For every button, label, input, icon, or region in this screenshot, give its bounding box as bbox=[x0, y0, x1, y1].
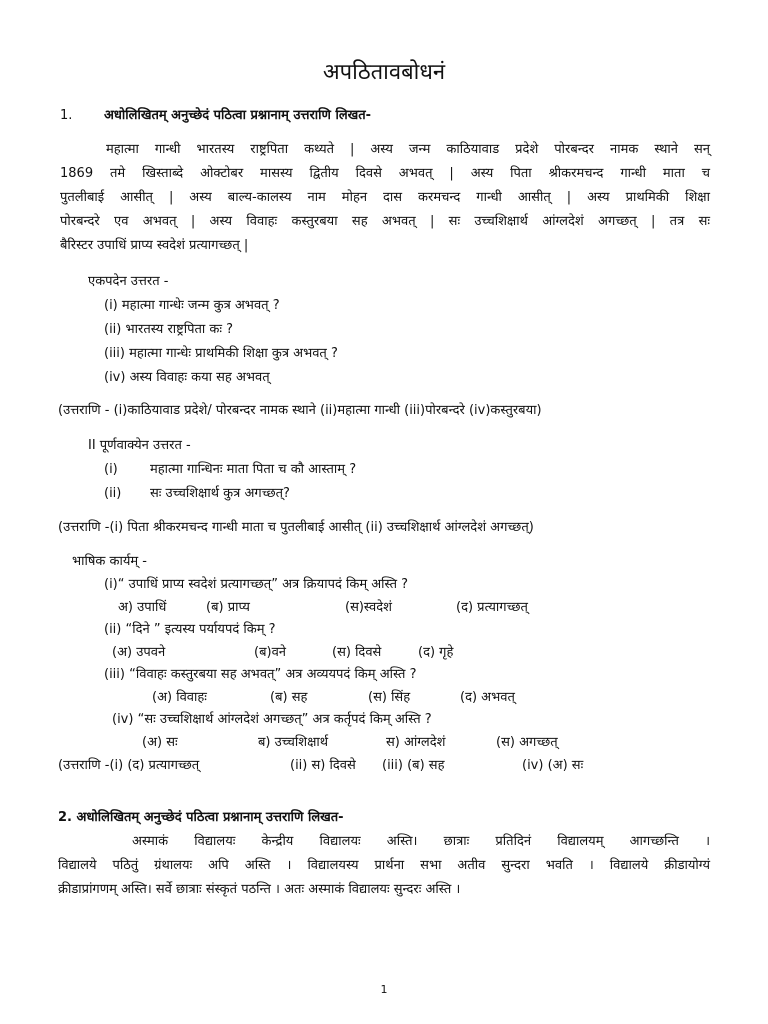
q2-heading: 2. अधोलिखितम् अनुच्छेदं पठित्वा प्रश्नानाम् उत्तराणि लिखत- bbox=[58, 810, 344, 825]
purnavakya-question-num: (i) bbox=[104, 462, 118, 477]
option: (ब) प्राप्य bbox=[206, 600, 250, 615]
q1-para-line: महात्मा गान्धी भारतस्य राष्ट्रपिता कथ्यते | अस्य जन्म काठियावाड प्रदेशे पोरबन्दर नामक स्थाने सन् bbox=[106, 142, 710, 157]
q1-para-line: पोरबन्दरे एव अभवत् | अस्य विवाहः कस्तुरबया सह अभवत् | सः उच्चशिक्षार्थ आंग्लदेशं अगच्छत् | तत्र सः bbox=[60, 214, 710, 229]
bhashik-question: (iii) “विवाहः कस्तुरबया सह अभवत्” अत्र अव्ययपदं किम् अस्ति ? bbox=[104, 667, 417, 682]
q1-para-line: पुतलीबाई आसीत् | अस्य बाल्य-कालस्य नाम मोहन दास करमचन्द गान्धी आसीत् | अस्य प्राथमिकी शिक्षा bbox=[60, 190, 710, 205]
page-number: 1 bbox=[380, 983, 388, 996]
option: अ) उपाधिं bbox=[118, 600, 167, 615]
ekapadena-heading: एकपदेन उत्तरत - bbox=[88, 274, 169, 289]
purnavakya-question: महात्मा गान्धिनः माता पिता च कौ आस्ताम् ? bbox=[150, 462, 357, 477]
option: (अ) सः bbox=[142, 735, 178, 750]
purnavakya-question: सः उच्चशिक्षार्थ कुत्र अगच्छत्? bbox=[150, 486, 290, 501]
bhashik-answer: (उत्तराणि -(i) (द) प्रत्यागच्छत् bbox=[58, 758, 200, 773]
option: (अ) विवाहः bbox=[152, 690, 207, 705]
bhashik-answer: (iv) (अ) सः bbox=[522, 758, 584, 773]
q2-para-line: विद्यालये पठितुं ग्रंथालयः अपि अस्ति । विद्यालयस्य प्रार्थना सभा अतीव सुन्दरा भवति । विद्यालये क्रीडायोग्यं bbox=[58, 858, 710, 873]
bhashik-heading: भाषिक कार्यम् - bbox=[72, 554, 147, 569]
option: (द) अभवत् bbox=[460, 690, 515, 705]
option: (अ) उपवने bbox=[112, 645, 166, 660]
q1-para-line: 1869 तमे खिस्ताब्दे ओक्टोबर मासस्य द्वितीय दिवसे अभवत् | अस्य पिता श्रीकरमचन्द गान्धी माता च bbox=[60, 166, 710, 181]
ekapadena-question: (iv) अस्य विवाहः कया सह अभवत् bbox=[104, 370, 270, 385]
option: स) आंग्लदेशं bbox=[386, 735, 446, 750]
option: ब) उच्चशिक्षार्थ bbox=[258, 735, 329, 750]
option: (द) गृहे bbox=[418, 645, 454, 660]
bhashik-answer: (iii) (ब) सह bbox=[382, 758, 445, 773]
option: (ब) सह bbox=[270, 690, 308, 705]
page-title: अपठितावबोधनं bbox=[322, 60, 446, 85]
q1-para-line: बैरिस्टर उपाधिं प्राप्य स्वदेशं प्रत्यागच्छत् | bbox=[60, 238, 249, 253]
ekapadena-answers: (उत्तराणि - (i)काठियावाड प्रदेशे/ पोरबन्दर नामक स्थाने (ii)महात्मा गान्धी (iii)पोरबन्दरे (iv)कस्तुरबया) bbox=[58, 403, 542, 418]
option: (स) अगच्छत् bbox=[496, 735, 558, 750]
option: (ब)वने bbox=[254, 645, 287, 660]
option: (स)स्वदेशं bbox=[345, 600, 392, 615]
purnavakya-answers: (उत्तराणि -(i) पिता श्रीकरमचन्द गान्धी माता च पुतलीबाई आसीत् (ii) उच्चशिक्षार्थ आंग्लदेशं अगच्छत्) bbox=[58, 520, 534, 535]
q1-number: 1. bbox=[60, 108, 73, 123]
q2-para-line: अस्माकं विद्यालयः केन्द्रीय विद्यालयः अस्ति। छात्राः प्रतिदिनं विद्यालयम् आगच्छन्ति । bbox=[132, 834, 710, 849]
purnavakya-heading: II पूर्णवाक्येन उत्तरत - bbox=[88, 438, 191, 453]
ekapadena-question: (ii) भारतस्य राष्ट्रपिता कः ? bbox=[104, 322, 234, 337]
ekapadena-question: (i) महात्मा गान्धेः जन्म कुत्र अभवत् ? bbox=[104, 298, 280, 313]
bhashik-question: (i)“ उपाधिं प्राप्य स्वदेशं प्रत्यागच्छत्” अत्र क्रियापदं किम् अस्ति ? bbox=[104, 577, 409, 592]
bhashik-question: (iv) “सः उच्चशिक्षार्थ आंग्लदेशं अगच्छत्” अत्र कर्तृपदं किम् अस्ति ? bbox=[112, 712, 432, 727]
bhashik-answer: (ii) स) दिवसे bbox=[290, 758, 356, 773]
purnavakya-question-num: (ii) bbox=[104, 486, 122, 501]
option: (स) दिवसे bbox=[332, 645, 382, 660]
option: (द) प्रत्यागच्छत् bbox=[456, 600, 528, 615]
ekapadena-question: (iii) महात्मा गान्धेः प्राथमिकी शिक्षा कुत्र अभवत् ? bbox=[104, 346, 338, 361]
option: (स) सिंह bbox=[368, 690, 411, 705]
q1-heading: अधोलिखितम् अनुच्छेदं पठित्वा प्रश्नानाम् उत्तराणि लिखत- bbox=[104, 108, 372, 123]
bhashik-question: (ii) “दिने ” इत्यस्य पर्यायपदं किम् ? bbox=[104, 622, 276, 637]
q2-para-line: क्रीडाप्रांगणम् अस्ति। सर्वे छात्राः संस्कृतं पठन्ति । अतः अस्माकं विद्यालयः सुन्दरः अस्ति । bbox=[58, 882, 461, 897]
